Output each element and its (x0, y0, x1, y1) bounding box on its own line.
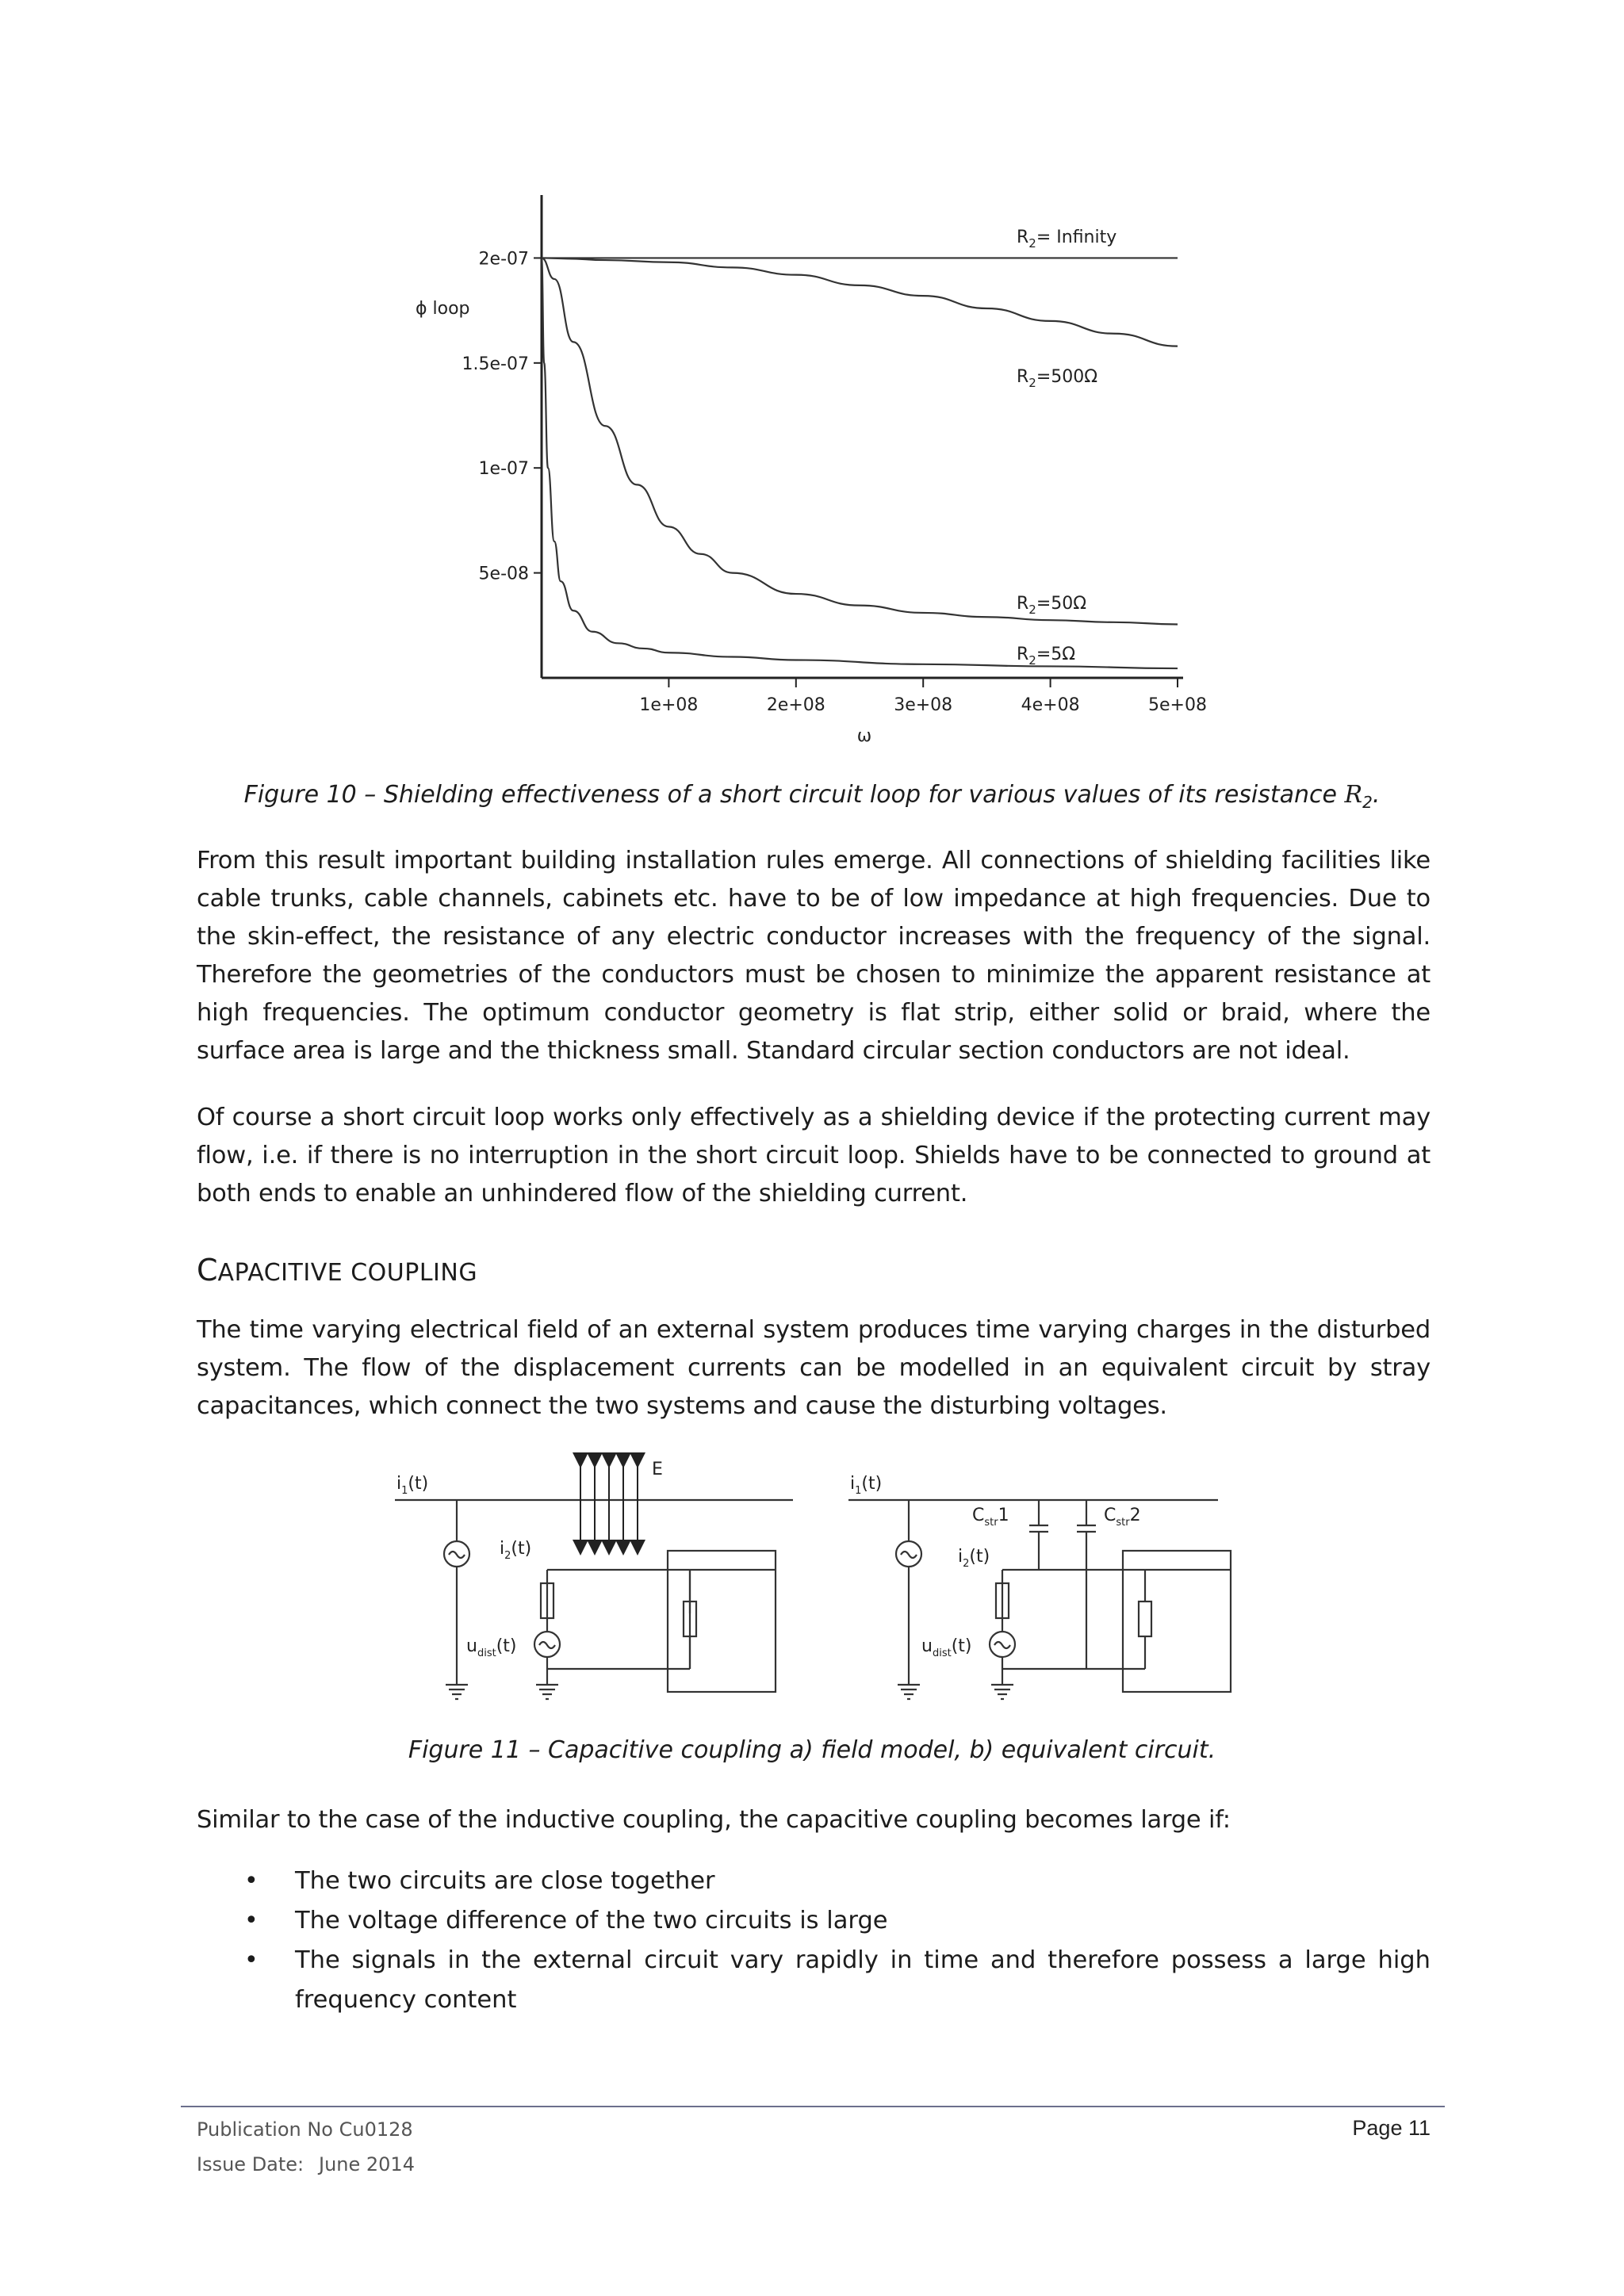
label-E: E (652, 1460, 663, 1479)
paragraph-similar: Similar to the case of the inductive coupling, the capacitive coupling becomes large if: (197, 1806, 1231, 1834)
section-heading-capacitive-coupling (197, 1253, 477, 1288)
figure-11-caption: Figure 11 – Capacitive coupling a) field model, b) equivalent circuit. (408, 1736, 1216, 1764)
figure-10-chart (396, 182, 1237, 753)
paragraph-capacitive: The time varying electrical field of an external system produces time varying charges in the disturbed system. The flow of the displacement currents can be modelled in an equivalent circuit by stray capacitances, which connect the two systems and cause the disturbing voltages. (197, 1316, 1431, 1420)
series-label-1: $R_2=500\Omega$ (1017, 367, 1098, 390)
bullet-item: • The voltage difference of the two circuits is large (197, 1901, 1431, 1941)
y-tick-label: 5e-08 (478, 564, 529, 584)
series-label-0: $R_2=$ Infinity (1017, 228, 1117, 251)
footer-publication: Publication No Cu0128 (197, 2118, 413, 2141)
chart-ticks (462, 249, 1207, 715)
electric-field-arrows (580, 1460, 638, 1548)
heading-initial: C (197, 1253, 218, 1288)
chart-series (542, 228, 1178, 668)
fig10-caption-sub: 2 (1362, 793, 1373, 812)
label-i2-b: $i_2(t)$ (958, 1547, 990, 1570)
ground-symbol-a1 (446, 1685, 468, 1699)
y-axis-label: ϕ loop (416, 299, 470, 319)
series-label-2: $R_2=50\Omega$ (1017, 594, 1087, 617)
x-tick-label: 1e+08 (639, 695, 699, 715)
paragraph-installation-rules: From this result important building installation rules emerge. All connections of shielding facilities like cable trunks, cable channels, cabinets etc. have to be of low impedance at high frequencies. Due to the skin-effect, the resistance of any electric conductor increases with the frequency of the signal. Therefore the geometries of the conductors must be chosen to minimize the apparent resistance at high frequencies. The optimum conductor geometry is flat strip, either solid or braid, where the surface area is large and the thickness small. Standard circular section conductors are not ideal. (197, 847, 1431, 1065)
y-tick-label: 2e-07 (478, 249, 529, 270)
label-udist-b: $u_{dist}(t)$ (921, 1636, 972, 1659)
ground-symbol-b1 (898, 1685, 920, 1699)
series-line-1 (542, 258, 1178, 346)
figure-10-caption (0, 781, 1624, 812)
fig10-caption-var: R (1344, 781, 1363, 809)
x-tick-label: 4e+08 (1021, 695, 1080, 715)
ground-symbol-b2 (991, 1685, 1013, 1699)
heading-rest: APACITIVE COUPLING (217, 1259, 478, 1287)
fig10-caption-end: . (1372, 781, 1381, 809)
x-tick-label: 2e+08 (766, 695, 825, 715)
y-tick-label: 1e-07 (478, 459, 529, 480)
fig10-caption-main: Figure 10 – Shielding effectiveness of a short circuit loop for various values of its resistance (243, 781, 1345, 809)
x-tick-label: 5e+08 (1148, 695, 1207, 715)
label-i1-a: $i_1(t)$ (396, 1474, 429, 1497)
label-udist-a: $u_{dist}(t)$ (466, 1636, 517, 1659)
label-i2-a: $i_2(t)$ (500, 1539, 532, 1562)
series-label-3: $R_2=5\Omega$ (1017, 645, 1076, 668)
paragraph-short-circuit-loop: Of course a short circuit loop works only effectively as a shielding device if the protecting current may flow, i.e. if there is no interruption in the short circuit loop. Shields have to be connected to ground at both ends to enable an unhindered flow of the shielding current. (197, 1104, 1431, 1207)
bullet-item: • The signals in the external circuit vary rapidly in time and therefore possess a large high frequency content (197, 1941, 1431, 2020)
label-cstr2: $C_{str}2$ (1104, 1506, 1141, 1529)
resistor-b-right (1139, 1601, 1151, 1636)
label-cstr1: $C_{str}1$ (972, 1506, 1009, 1529)
x-tick-label: 3e+08 (894, 695, 953, 715)
figure-11-diagram (381, 1443, 1253, 1712)
footer-divider (181, 2106, 1445, 2107)
x-axis-label: ω (856, 726, 872, 746)
label-i1-b: $i_1(t)$ (850, 1474, 883, 1497)
bullet-list (197, 1862, 1431, 2020)
series-line-2 (542, 258, 1178, 624)
equivalent-circuit (848, 1500, 1231, 1699)
footer-page-number: Page 11 (1352, 2116, 1431, 2140)
bullet-item: • The two circuits are close together (197, 1862, 1431, 1901)
y-tick-label: 1.5e-07 (462, 354, 529, 374)
footer-issue-date: June 2014 (319, 2153, 415, 2175)
ground-symbol-a2 (536, 1685, 558, 1699)
footer-issue-label: Issue Date: (197, 2153, 304, 2175)
